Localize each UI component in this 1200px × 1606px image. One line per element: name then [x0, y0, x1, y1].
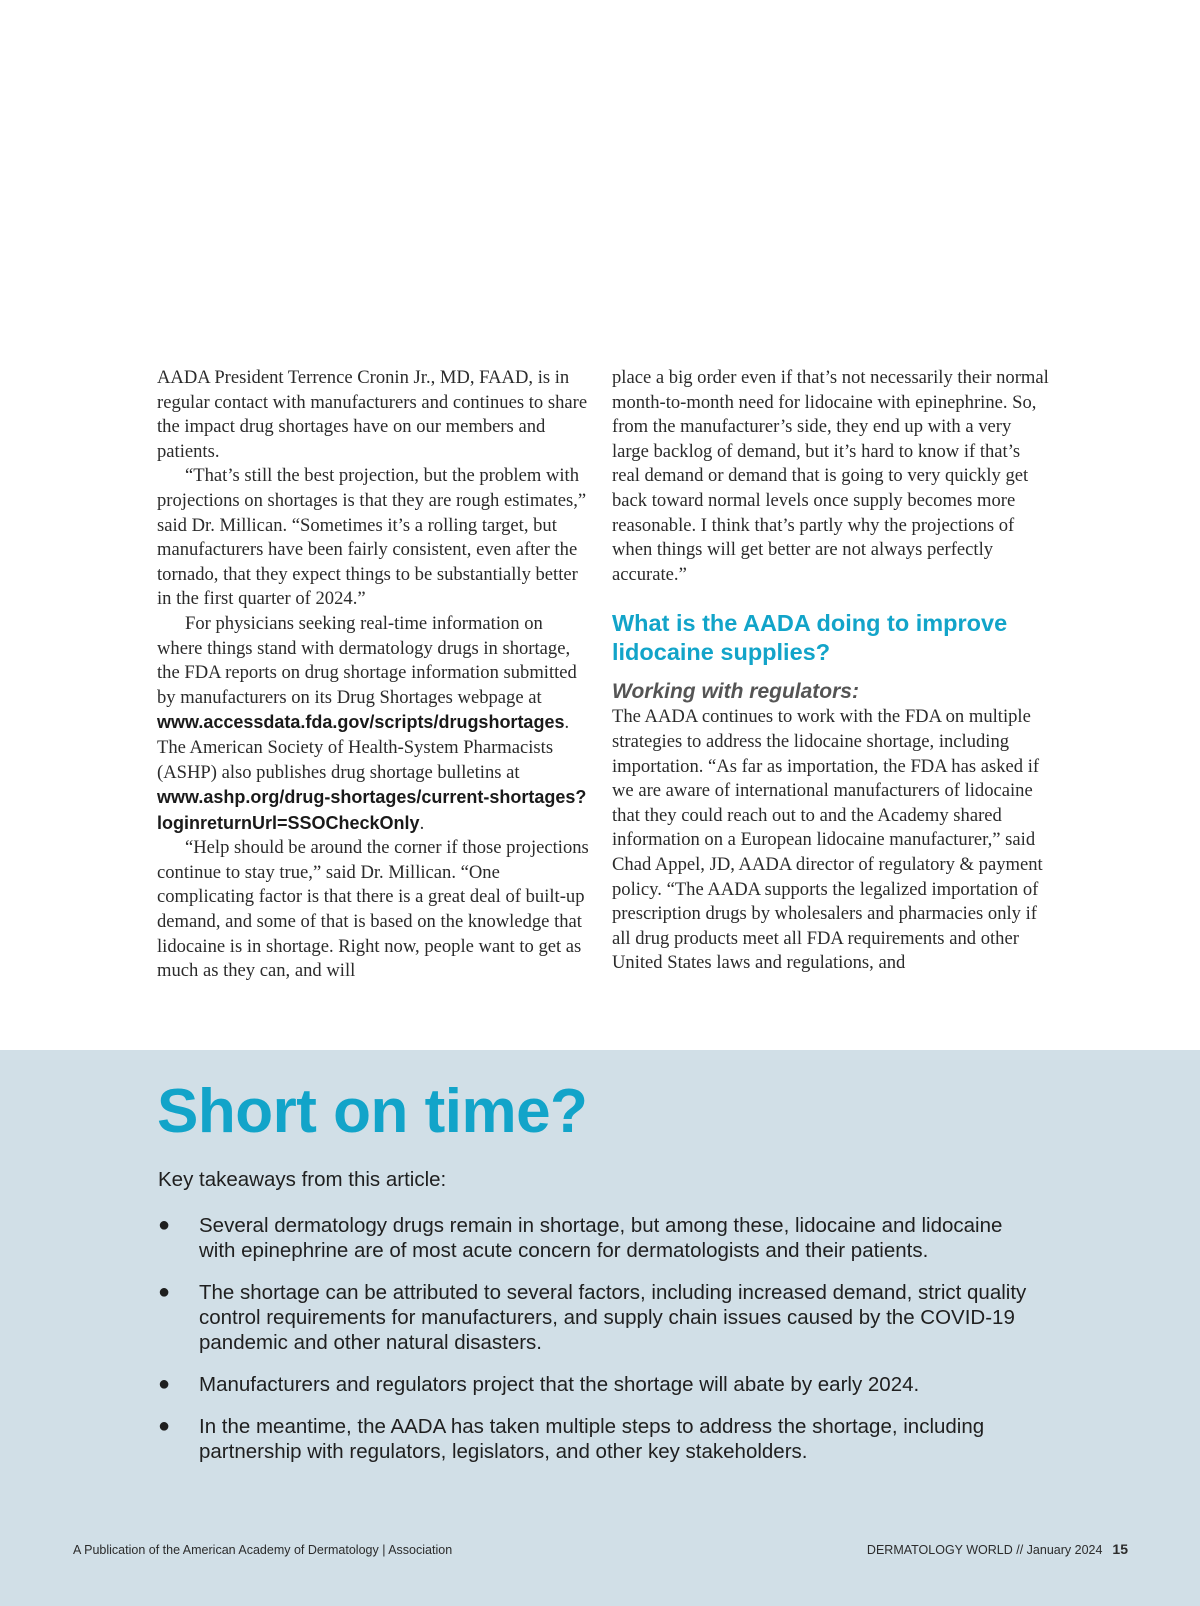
footer-publication: A Publication of the American Academy of Dermatology | Association: [73, 1543, 453, 1557]
article-right-column: [612, 366, 1050, 976]
list-item: [158, 1280, 1028, 1355]
takeaways-list: [158, 1213, 1028, 1481]
summary-title: Short on time?: [157, 1077, 588, 1146]
takeaway-text: Manufacturers and regulators project that the shortage will abate by early 2024.: [199, 1373, 920, 1396]
paragraph-president-contact: AADA President Terrence Cronin Jr., MD, FAAD, is in regular contact with manufacturers and continues to share the impact drug shortages have on our members and patients.: [157, 367, 588, 462]
bullet-icon: ●: [158, 1214, 171, 1236]
paragraph-regulators: The AADA continues to work with the FDA on multiple strategies to address the lidocaine shortage, including importation. “As far as importation, the FDA has asked if we are aware of international manufacturers of lidocaine that they could reach out to and the Academy shared information on a European lidocaine manufacturer,” said Chad Appel, JD, AADA director of regulatory & payment policy. “The AADA supports the legalized importation of prescription drugs by wholesalers and pharmacies only if all drug products meet all FDA requirements and other United States laws and regulations, and: [612, 706, 1043, 974]
bullet-icon: ●: [158, 1281, 171, 1303]
footer-issue: [867, 1541, 1128, 1557]
takeaway-text: The shortage can be attributed to several factors, including increased demand, strict quality control requirements for manufacturers, and supply chain issues caused by the COVID-19 pandemic and other natural disasters.: [199, 1281, 1027, 1354]
sub-heading-regulators: Working with regulators:: [612, 680, 859, 704]
resources-text-2: . The American Society of Health-System Pharmacists (ASHP) also publishes drug shortage bulletins at: [157, 712, 570, 783]
fda-drug-shortages-link[interactable]: www.accessdata.fda.gov/scripts/drugshortages: [157, 712, 565, 733]
resources-text-1: For physicians seeking real-time information on where things stand with dermatology drugs in shortage, the FDA reports on drug shortage information submitted by manufacturers on its Drug Shortages webpage at: [157, 612, 577, 708]
ashp-drug-shortages-link[interactable]: www.ashp.org/drug-shortages/current-shortages?loginreturnUrl=SSOCheckOnly: [157, 787, 587, 833]
section-heading: What is the AADA doing to improve lidocaine supplies?: [612, 610, 1008, 666]
footer-magazine-date: DERMATOLOGY WORLD // January 2024: [866, 1543, 1103, 1557]
takeaway-text: In the meantime, the AADA has taken multiple steps to address the shortage, including partnership with regulators, legislators, and other key stakeholders.: [199, 1415, 985, 1463]
list-item: [158, 1213, 1028, 1263]
paragraph-continuation: place a big order even if that’s not necessarily their normal month-to-month need for lidocaine with epinephrine. So, from the manufacturer’s side, they end up with a very large backlog of demand, but it’s hard to know if that’s real demand or demand that is going to very quickly get back toward normal levels once supply becomes more reasonable. I think that’s partly why the projections of when things will get better are not always perfectly accurate.”: [612, 367, 1049, 585]
resources-text-3: .: [419, 812, 425, 834]
article-left-column: [157, 366, 589, 984]
bullet-icon: ●: [158, 1373, 171, 1395]
list-item: [158, 1372, 1028, 1397]
summary-intro: Key takeaways from this article:: [158, 1168, 447, 1191]
paragraph-resources: [157, 612, 589, 836]
list-item: [158, 1414, 1028, 1464]
takeaway-text: Several dermatology drugs remain in shortage, but among these, lidocaine and lidocaine with epinephrine are of most acute concern for dermatologists and their patients.: [199, 1214, 1003, 1262]
page-number: 15: [1112, 1541, 1128, 1557]
paragraph-projection-quote: “That’s still the best projection, but the problem with projections on shortages is that they are rough estimates,” said Dr. Millican. “Sometimes it’s a rolling target, but manufacturers have been fairly consistent, even after the tornado, that they expect things to be substantially better in the first quarter of 2024.”: [157, 465, 587, 610]
bullet-icon: ●: [158, 1415, 171, 1437]
paragraph-built-up-demand: “Help should be around the corner if those projections continue to stay true,” said Dr. Millican. “One complicating factor is that there is a great deal of built-up demand, and some of that is based on the knowledge that lidocaine is in shortage. Right now, people want to get as much as they can, and will: [157, 837, 589, 982]
